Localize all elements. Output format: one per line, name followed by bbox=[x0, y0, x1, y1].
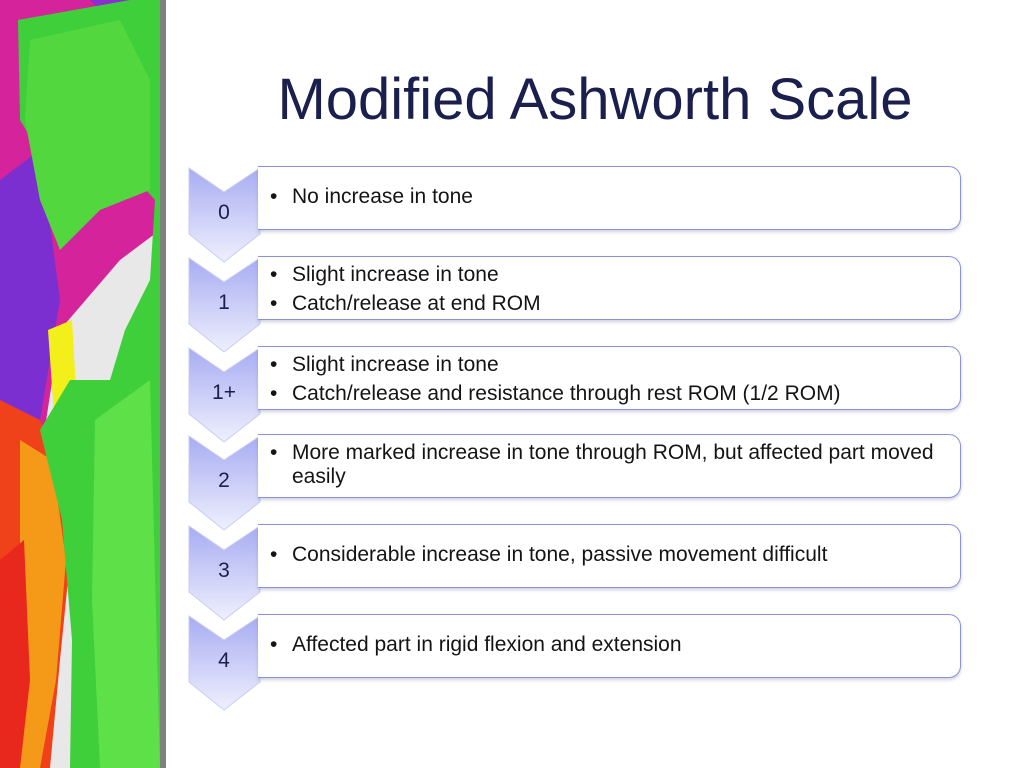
level-number: 3 bbox=[218, 559, 230, 582]
level-number: 0 bbox=[218, 201, 230, 224]
level-description-box bbox=[258, 614, 961, 678]
bullet-list bbox=[268, 353, 956, 411]
level-number: 4 bbox=[218, 649, 230, 672]
decorative-side-artwork bbox=[0, 0, 166, 768]
bullet-item: • Considerable increase in tone, passive movement difficult bbox=[268, 543, 956, 567]
bullet-list bbox=[268, 185, 956, 214]
bullet-list bbox=[268, 633, 956, 662]
level-description-box bbox=[258, 524, 961, 588]
bullet-list bbox=[268, 263, 956, 321]
level-description-box bbox=[258, 434, 961, 498]
bullet-item: • More marked increase in tone through ROM, but affected part moved easily bbox=[268, 441, 956, 489]
bullet-list bbox=[268, 543, 956, 572]
level-description-box bbox=[258, 256, 961, 320]
bullet-item: • Affected part in rigid flexion and extension bbox=[268, 633, 956, 657]
scale-level-row bbox=[188, 434, 963, 532]
bullet-item: • Catch/release at end ROM bbox=[268, 292, 956, 316]
level-number: 1+ bbox=[212, 381, 236, 404]
bullet-list bbox=[268, 441, 956, 494]
slide-title: Modified Ashworth Scale bbox=[277, 67, 913, 132]
level-description-box bbox=[258, 166, 961, 230]
bullet-item: • Slight increase in tone bbox=[268, 353, 956, 377]
scale-level-row bbox=[188, 256, 963, 354]
scale-level-row bbox=[188, 524, 963, 622]
bullet-item: • Slight increase in tone bbox=[268, 263, 956, 287]
bullet-item: • Catch/release and resistance through rest ROM (1/2 ROM) bbox=[268, 382, 956, 406]
scale-level-row bbox=[188, 346, 963, 444]
level-description-box bbox=[258, 346, 961, 410]
scale-level-row bbox=[188, 166, 963, 264]
level-number: 1 bbox=[218, 291, 230, 314]
scale-level-row bbox=[188, 614, 963, 712]
bullet-item: • No increase in tone bbox=[268, 185, 956, 209]
level-number: 2 bbox=[218, 469, 230, 492]
